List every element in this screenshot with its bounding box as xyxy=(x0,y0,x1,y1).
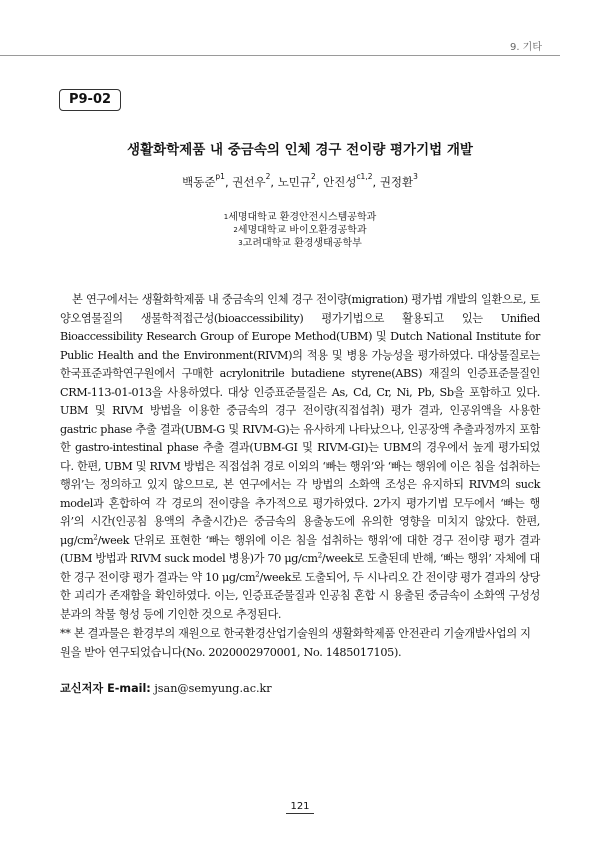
corresponding-author xyxy=(60,680,540,696)
affiliation: $^1$세명대학교 환경안전시스템공학과 xyxy=(223,212,377,223)
author-list: 백동준$^{p1}$, 권선우$^2$, 노민규$^2$, 안진성$^{c1,2}$, 권정환$^3$ xyxy=(182,172,418,189)
author-affil-mark: c1,2 xyxy=(356,172,373,181)
author-name: 노민규 xyxy=(277,175,312,189)
author-affil-mark: 2 xyxy=(311,172,316,181)
author-name: 안진성 xyxy=(323,175,357,189)
paper-title: 생활화학제품 내 중금속의 인체 경구 전이량 평가기법 개발 xyxy=(127,142,473,158)
acknowledgment-note: ** 본 결과물은 환경부의 재원으로 한국환경산업기술원의 생활화학제품 안전관리 기술개발사업의 지원을 받아 연구되었습니다(No. 2020002970001, No. 1485017105). xyxy=(60,627,531,659)
abstract-body xyxy=(60,291,540,624)
corresponding-email: jsan@semyung.ac.kr xyxy=(154,682,272,695)
abstract-paragraph: 본 연구에서는 생활화학제품 내 중금속의 인체 경구 전이량(migration) 평가법 개발의 일환으로, 토양오염물질의 생물학적접근성(bioaccessibility) 평가기법으로 활용되고 있는 Unified Bioaccessibility Research Group of Europe Method(UBM) 및 Dutch National Institute for Public Health and the Environment(RIVM)의 적용 및 병용 가능성을 평가하였다. 대상물질로는 한국표준과학연구원에서 구매한 acrylonitrile butadiene styrene(ABS) 재질의 인증표준물질인 CRM-113-01-013을 사용하였다. 대상 인증표준물질은 As, Cd, Cr, Ni, Pb, Sb을 포함하고 있다. UBM 및 RIVM 방법을 이용한 중금속의 경구 전이량(직접섭취) 평가 결과, 인공위액을 사용한 gastric phase 추출 결과(UBM-G 및 RIVM-G)는 유사하게 나타났으나, 인공장액 추출과정까지 포함한 gastro-intestinal phase 추출 결과(UBM-GI 및 RIVM-GI)는 UBM의 경우에서 높게 평가되었다. 한편, UBM 및 RIVM 방법은 직접섭취 경로 이외의 ‘빠는 행위’와 ‘빠는 행위에 이은 침을 섭취하는 행위’는 정의하고 있지 않으므로, 본 연구에서는 각 방법의 소화액 조성은 유지하되 RIVM의 suck model과 혼합하여 각 경로의 전이량을 추가적으로 평가하였다. 2가지 평가기법 모두에서 ‘빠는 행위’의 시간(인공침 용액의 추출시간)은 중금속의 용출농도에 유의한 영향을 미치지 않았다. 한편, $\mu g/cm^2$/week 단위로 표현한 ‘빠는 행위에 이은 침을 섭취하는 행위’에 대한 경구 전이량 평가 결과(UBM 방법과 RIVM suck model 병용)가 70 $\mu g/cm^2$/week로 도출된데 반해, ‘빠는 행위’ 자체에 대한 경구 전이량 평가 결과는 약 10 $\mu g/cm^2$/week로 도출되어, 두 시나리오 간 전이량 평가 결과의 상당한 괴리가 존재함을 확인하였다. 이는, 인증표준물질과 인공침 혼합 시 용출된 중금속이 소화액 구성성분과의 착물 형성 등에 기인한 것으로 추정된다. xyxy=(60,293,540,621)
author-name: 권정환 xyxy=(379,175,414,189)
header-rule xyxy=(0,55,560,56)
page-number-underline xyxy=(286,813,314,814)
author-name: 권선우 xyxy=(232,175,266,189)
affiliation: $^2$세명대학교 바이오환경공학과 xyxy=(233,225,367,236)
affiliation-list xyxy=(0,211,600,250)
author-affil-mark: p1 xyxy=(215,172,225,181)
section-label: 9. 기타 xyxy=(509,42,542,53)
presentation-code-badge: P9-02 xyxy=(59,89,121,111)
page-number: 121 xyxy=(290,801,310,812)
corresponding-label: 교신저자 E-mail: xyxy=(60,682,151,695)
author-affil-mark: 2 xyxy=(265,172,271,181)
author-affil-mark: 3 xyxy=(413,172,418,181)
author-name: 백동준 xyxy=(182,175,216,189)
affiliation: $^3$고려대학교 환경생태공학부 xyxy=(238,238,362,249)
